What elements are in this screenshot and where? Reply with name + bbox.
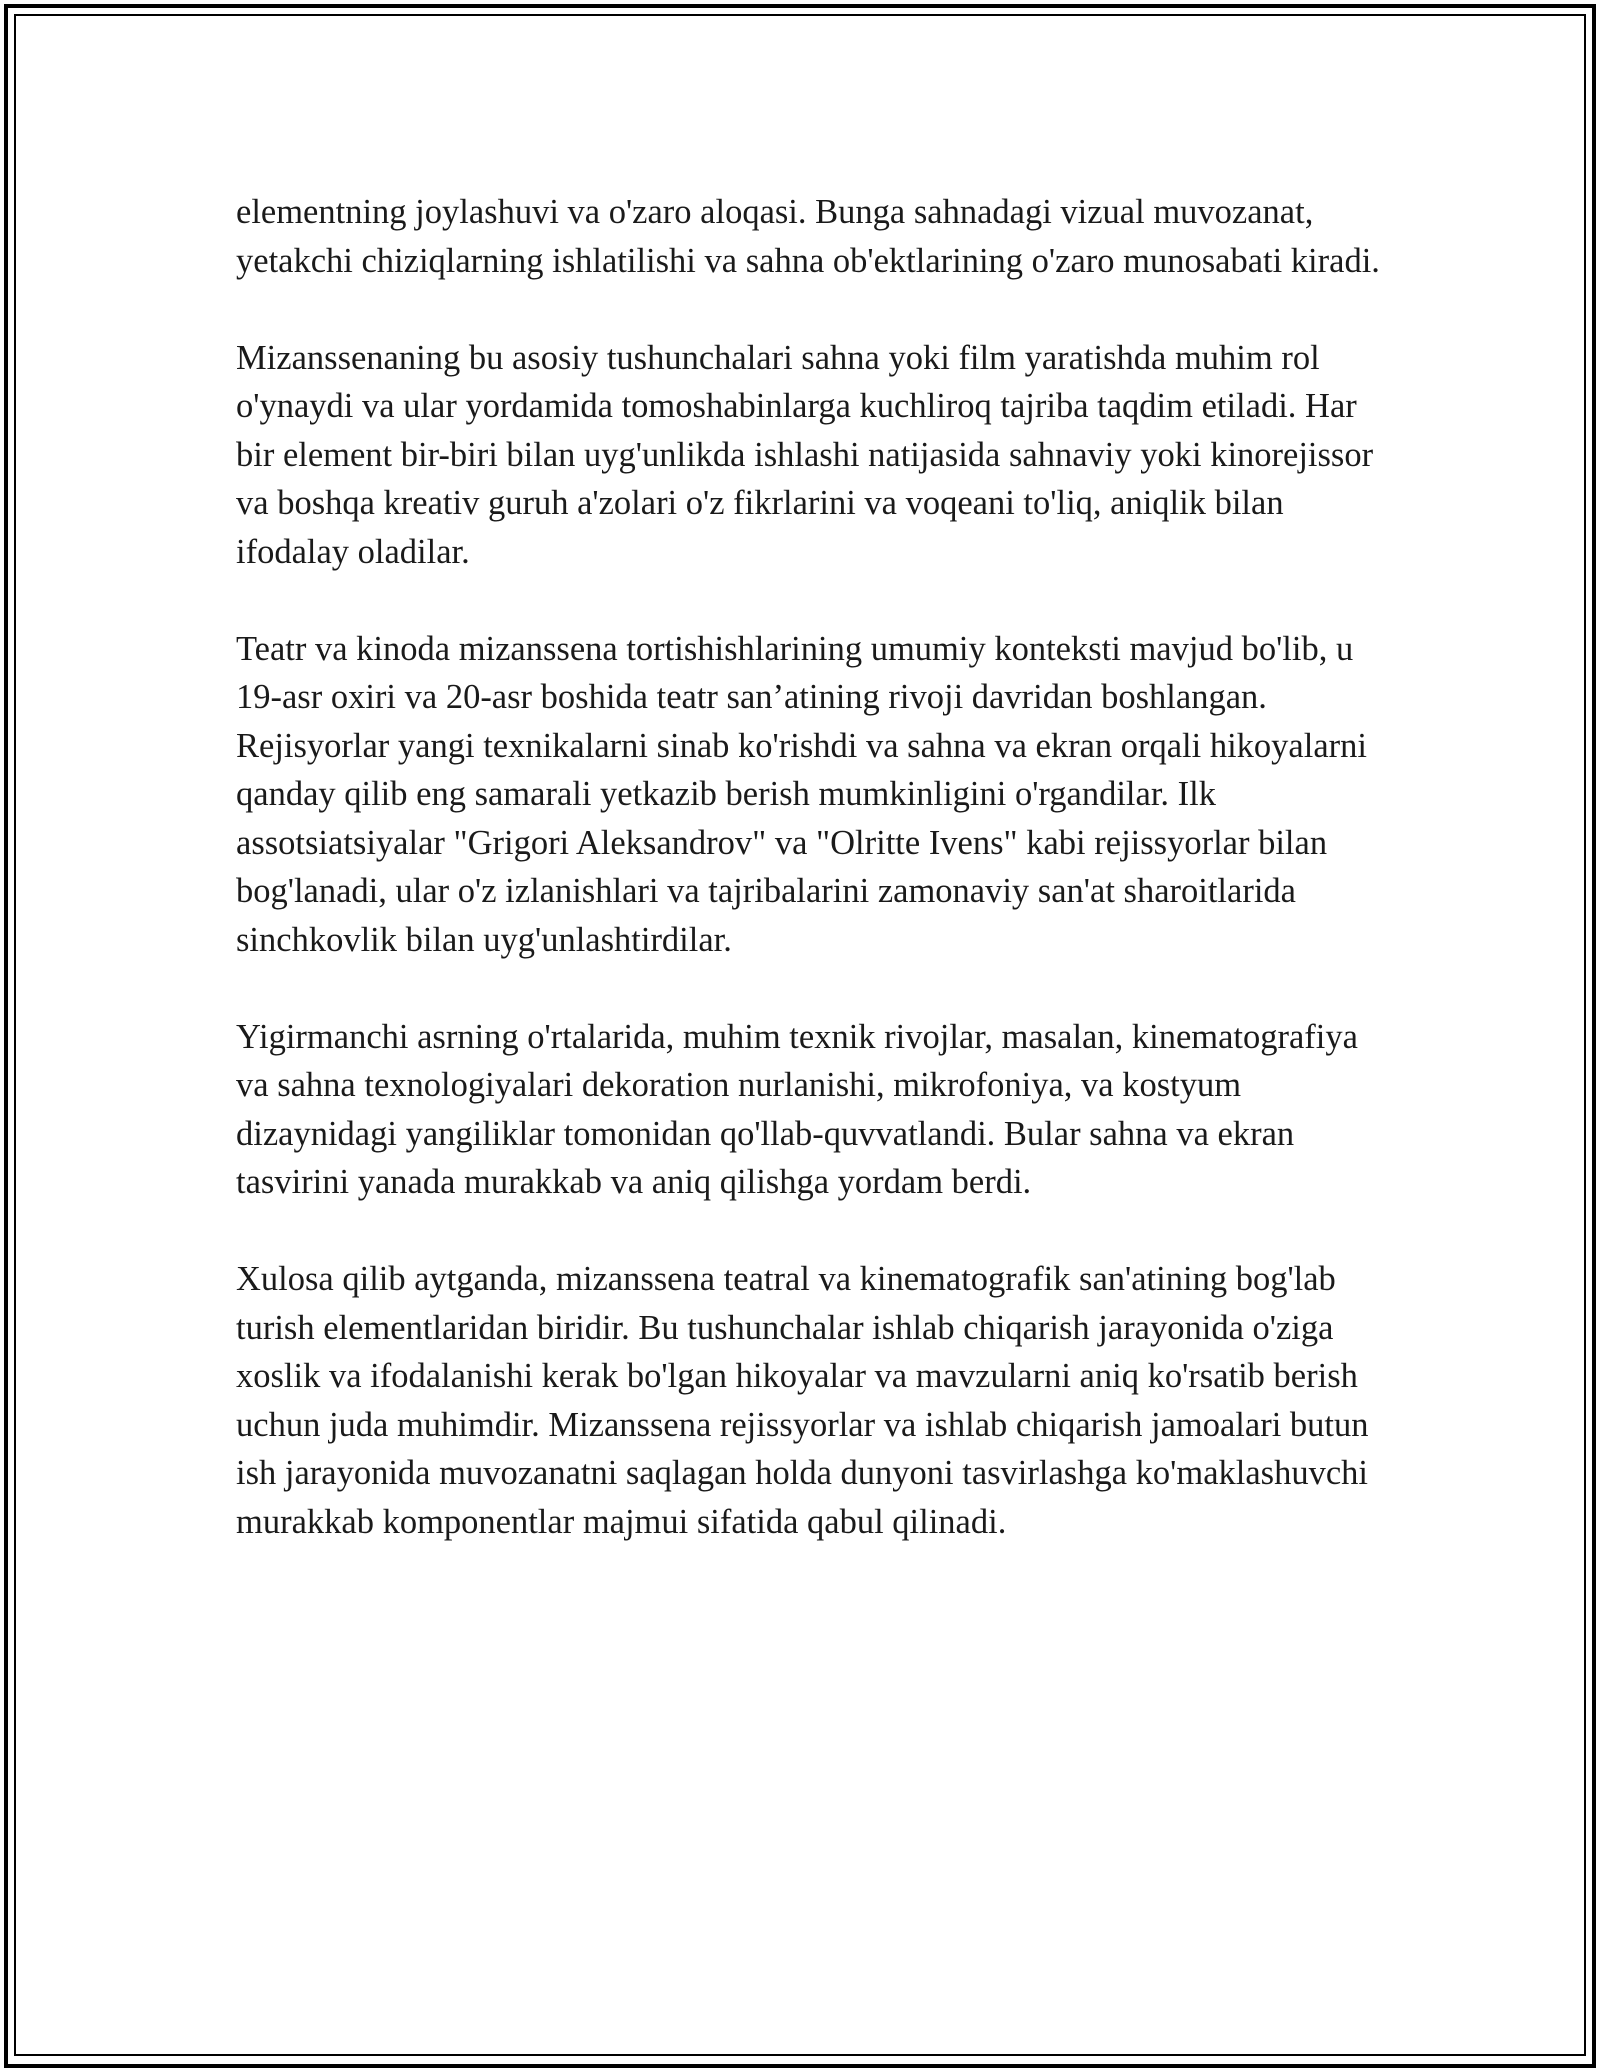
paragraph-history: Teatr va kinoda mizanssena tortishishlarining umumiy konteksti mavjud bo'lib, u 19-asr oxiri va 20-asr boshida teatr san’atining rivoji davridan boshlangan. Rejisyorlar yangi texnikalarni sinab ko'rishdi va sahna va ekran orqali hikoyalarni qanday qilib eng samarali yetkazib berish mumkinligini o'rgandilar. Ilk assotsiatsiyalar "Grigori Aleksandrov" va "Olritte Ivens" kabi rejissyorlar bilan bog'lanadi, ular o'z izlanishlari va tajribalarini zamonaviy san'at sharoitlarida sinchkovlik bilan uyg'unlashtirdilar.: [236, 629, 1367, 959]
paragraph-context: elementning joylashuvi va o'zaro aloqasi. Bunga sahnadagi vizual muvozanat, yetakchi chiziqlarning ishlatilishi va sahna ob'ektlarining o'zaro munosabati kiradi.: [236, 193, 1380, 280]
paragraph-conclusion: Xulosa qilib aytganda, mizanssena teatral va kinematografik san'atining bog'lab turish elementlaridan biridir. Bu tushunchalar ishlab chiqarish jarayonida o'ziga xoslik va ifodalanishi kerak bo'lgan hikoyalar va mavzularni aniq ko'rsatib berish uchun juda muhimdir. Mizanssena rejissyorlar va ishlab chiqarish jamoalari butun ish jarayonida muvozanatni saqlagan holda dunyoni tasvirlashga ko'maklashuvchi murakkab komponentlar majmui sifatida qabul qilinadi.: [236, 1260, 1369, 1541]
paragraph-technical-developments: Yigirmanchi asrning o'rtalarida, muhim texnik rivojlar, masalan, kinematografiya va sahna texnologiyalari dekoration nurlanishi, mikrofoniya, va kostyum dizaynidagi yangiliklar tomonidan qo'llab-quvvatlandi. Bular sahna va ekran tasvirini yanada murakkab va aniq qilishga yordam berdi.: [236, 1017, 1358, 1201]
paragraph-core-concepts: Mizanssenaning bu asosiy tushunchalari sahna yoki film yaratishda muhim rol o'ynaydi va ular yordamida tomoshabinlarga kuchliroq tajriba taqdim etiladi. Har bir element bir-biri bilan uyg'unlikda ishlashi natijasida sahnaviy yoki kinorejissor va boshqa kreativ guruh a'zolari o'z fikrlarini va voqeani to'liq, aniqlik bilan ifodalay oladilar.: [236, 338, 1374, 571]
document-body: [236, 188, 1382, 1595]
